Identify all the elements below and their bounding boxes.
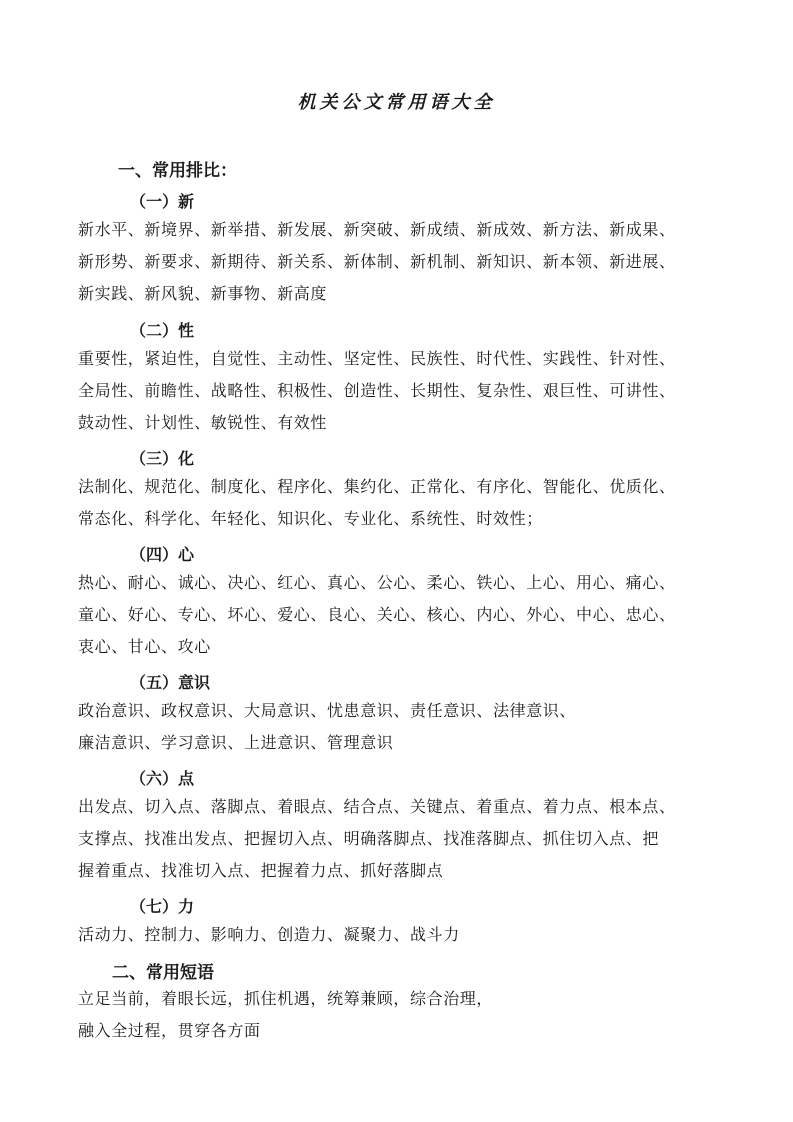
body-line: 新水平、新境界、新举措、新发展、新突破、新成绩、新成效、新方法、新成果、 — [78, 220, 676, 239]
body-line: 全局性、前瞻性、战略性、积极性、创造性、长期性、复杂性、艰巨性、可讲性、 — [78, 381, 676, 400]
subsection-body-dian — [78, 791, 728, 887]
body-line: 热心、耐心、诚心、决心、红心、真心、公心、柔心、铁心、上心、用心、痛心、 — [78, 573, 676, 592]
subsection-heading-xin-heart: （四）心 — [130, 545, 195, 564]
body-line: 出发点、切入点、落脚点、着眼点、结合点、关键点、着重点、着力点、根本点、 — [78, 797, 676, 816]
subsection-body-hua — [78, 471, 728, 535]
body-line: 政治意识、政权意识、大局意识、忧患意识、责任意识、法律意识、 — [78, 701, 577, 720]
body-line: 新形势、新要求、新期待、新关系、新体制、新机制、新知识、新本领、新进展、 — [78, 252, 676, 271]
subsection-body-xin — [78, 214, 728, 310]
subsection-body-li — [78, 919, 728, 951]
body-line: 支撑点、找准出发点、把握切入点、明确落脚点、找准落脚点、抓住切入点、把 — [78, 829, 660, 848]
body-line: 法制化、规范化、制度化、程序化、集约化、正常化、有序化、智能化、优质化、 — [78, 477, 676, 496]
body-line: 鼓动性、计划性、敏锐性、有效性 — [78, 413, 328, 432]
body-line: 新实践、新风貌、新事物、新高度 — [78, 284, 328, 303]
body-line: 握着重点、找准切入点、把握着力点、抓好落脚点 — [78, 861, 444, 880]
subsection-heading-li: （七）力 — [130, 897, 195, 916]
body-line: 立足当前，着眼长远，抓住机遇，统筹兼顾，综合治理， — [78, 989, 494, 1008]
body-line: 融入全过程，贯穿各方面 — [78, 1021, 261, 1040]
body-line: 衷心、甘心、攻心 — [78, 637, 211, 656]
subsection-body-xin-heart — [78, 567, 728, 663]
body-line: 童心、好心、专心、坏心、爱心、良心、关心、核心、内心、外心、中心、忠心、 — [78, 605, 676, 624]
subsection-heading-yishi: （五）意识 — [130, 673, 211, 692]
section-body-common-phrases — [78, 983, 728, 1047]
section-heading-common-phrases: 二、常用短语 — [112, 963, 214, 983]
body-line: 重要性，紧迫性，自觉性、主动性、坚定性、民族性、时代性、实践性、针对性、 — [78, 349, 676, 368]
body-line: 廉洁意识、学习意识、上进意识、管理意识 — [78, 733, 394, 752]
subsection-body-xing — [78, 343, 728, 439]
subsection-heading-hua: （三）化 — [130, 449, 195, 468]
subsection-body-yishi — [78, 695, 728, 759]
subsection-heading-xing: （二）性 — [130, 321, 195, 340]
subsection-heading-xin: （一）新 — [130, 192, 195, 211]
subsection-heading-dian: （六）点 — [130, 769, 195, 788]
body-line: 常态化、科学化、年轻化、知识化、专业化、系统性、时效性； — [78, 509, 543, 528]
section-heading-common-parallelism: 一、常用排比： — [118, 161, 237, 181]
document-title: 机关公文常用语大全 — [297, 92, 496, 113]
body-line: 活动力、控制力、影响力、创造力、凝聚力、战斗力 — [78, 925, 460, 944]
